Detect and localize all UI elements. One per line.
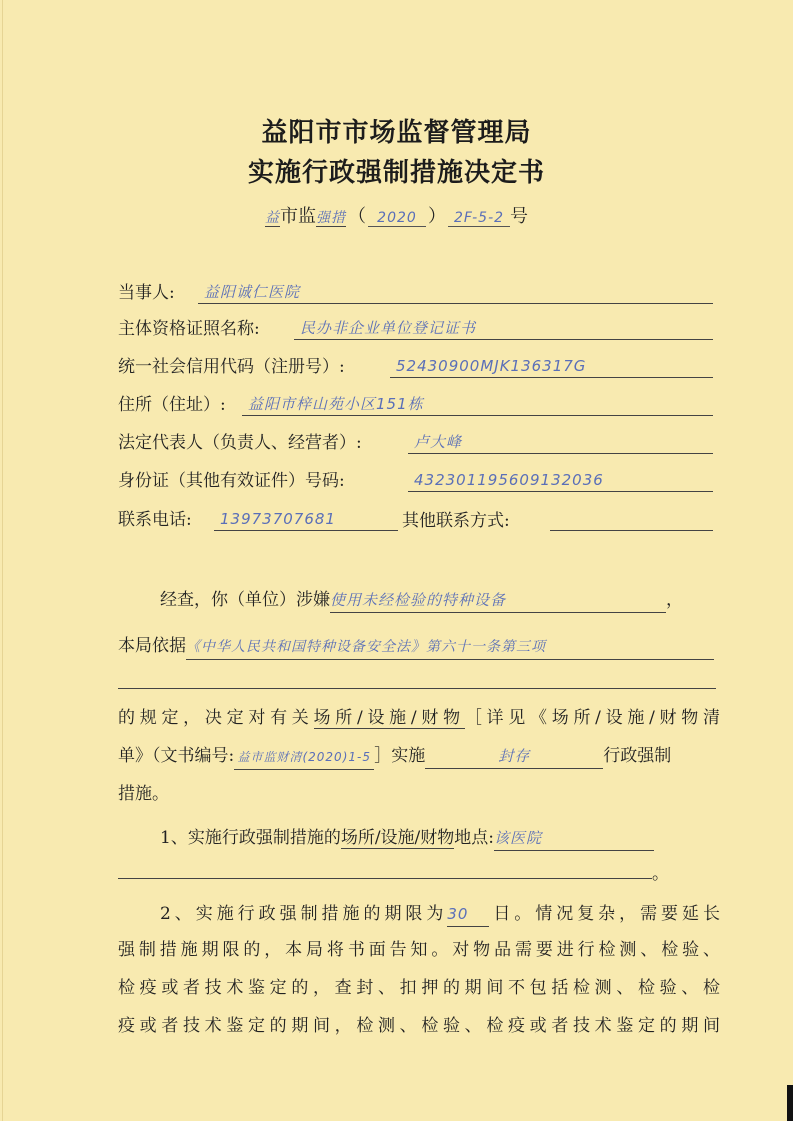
decision-measure-value[interactable]: 封存 xyxy=(425,744,603,769)
credit-code-value[interactable]: 52430900MJK136317G xyxy=(390,354,713,378)
legal-basis-line xyxy=(118,628,720,664)
credit-code-row xyxy=(118,352,713,380)
id-number-label: 身份证（其他有效证件）号码: xyxy=(118,471,345,491)
party-row xyxy=(118,278,713,306)
qualification-value[interactable]: 民办非企业单位登记证书 xyxy=(294,316,713,340)
id-number-row xyxy=(118,466,713,494)
item-2-line xyxy=(118,896,720,932)
doc-year-handwritten: 2020 xyxy=(368,210,426,227)
id-number-value[interactable]: 432301195609132036 xyxy=(408,468,713,492)
item-1-blank[interactable] xyxy=(118,878,652,879)
item-1-underlined: 场所/设施/财物 xyxy=(340,828,455,848)
item-2-text-b: 日。情况复杂，需要延长 xyxy=(489,904,720,924)
qualification-row xyxy=(118,314,713,342)
decision-doc-label: 单》（文书编号: xyxy=(118,746,235,766)
address-value[interactable]: 益阳市梓山苑小区151栋 xyxy=(242,392,713,416)
finding-comma: ， xyxy=(666,590,683,610)
body-line-a: 强制措施期限的，本局将书面告知。对物品需要进行检测、检验、 xyxy=(118,940,720,960)
doc-serial-handwritten: 2F-5-2 xyxy=(448,210,510,227)
body-line-c: 疫或者技术鉴定的期间，检测、检验、检疫或者技术鉴定的期间 xyxy=(118,1016,720,1036)
decision-text-b: ［详见《场所/设施/财物清 xyxy=(464,708,720,728)
party-label: 当事人: xyxy=(118,283,175,303)
item-1-continuation xyxy=(118,856,720,892)
doc-close-paren: ） xyxy=(428,206,446,227)
phone-value[interactable]: 13973707681 xyxy=(214,507,398,531)
item-1-line xyxy=(118,820,720,856)
item-1-location-value[interactable]: 该医院 xyxy=(494,826,654,851)
item-1-text-a: 1、实施行政强制措施的 xyxy=(160,828,341,848)
doc-prefix-handwritten: 益 xyxy=(265,210,280,226)
item-2-days-value[interactable]: 30 xyxy=(447,902,489,927)
decision-implement-label: ］实施 xyxy=(374,746,426,766)
doc-type-handwritten: 强措 xyxy=(316,210,346,226)
decision-line-1 xyxy=(118,700,720,736)
legal-basis-label: 本局依据 xyxy=(118,636,186,656)
decision-line-2 xyxy=(118,738,720,774)
decision-text-c: 行政强制 xyxy=(603,746,672,766)
item-1-text-b: 地点: xyxy=(454,828,495,848)
finding-text: 经查，你（单位）涉嫌 xyxy=(160,590,330,610)
doc-suffix: 号 xyxy=(510,206,528,227)
other-contact-value[interactable] xyxy=(550,507,713,531)
qualification-label: 主体资格证照名称: xyxy=(118,319,260,339)
item-2-text-a: 2、实施行政强制措施的期限为 xyxy=(160,904,448,924)
representative-value[interactable]: 卢大峰 xyxy=(408,430,713,454)
document-number xyxy=(0,202,793,228)
finding-paragraph xyxy=(118,582,720,618)
body-line-b: 检疫或者技术鉴定的，查封、扣押的期间不包括检测、检验、检 xyxy=(118,978,720,998)
decision-underlined: 场所/设施/财物 xyxy=(313,708,465,728)
blank-underline xyxy=(118,688,716,689)
doc-open-paren: （ xyxy=(348,206,366,227)
agency-title: 益阳市市场监督管理局 xyxy=(261,118,532,148)
item-1-end: 。 xyxy=(652,864,669,884)
address-label: 住所（住址）: xyxy=(118,395,226,415)
document-title: 实施行政强制措施决定书 xyxy=(247,158,545,188)
scan-border xyxy=(787,1085,793,1121)
other-contact-label: 其他联系方式: xyxy=(402,511,510,531)
decision-doc-number-value[interactable]: 益市监财清(2020)1-5 xyxy=(234,745,374,770)
party-value[interactable]: 益阳诚仁医院 xyxy=(198,280,713,304)
legal-basis-value[interactable]: 《中华人民共和国特种设备安全法》第六十一条第三项 xyxy=(186,635,714,660)
credit-code-label: 统一社会信用代码（注册号）: xyxy=(118,357,345,377)
address-row xyxy=(118,390,713,418)
contact-row xyxy=(118,505,713,533)
representative-row xyxy=(118,428,713,456)
decision-text-a: 的规定，决定对有关 xyxy=(118,708,314,728)
decision-line-3: 措施。 xyxy=(118,784,169,804)
doc-prefix-printed: 市监 xyxy=(280,206,316,227)
phone-label: 联系电话: xyxy=(118,510,192,530)
representative-label: 法定代表人（负责人、经营者）: xyxy=(118,433,362,453)
finding-violation-value[interactable]: 使用未经检验的特种设备 xyxy=(330,588,666,613)
